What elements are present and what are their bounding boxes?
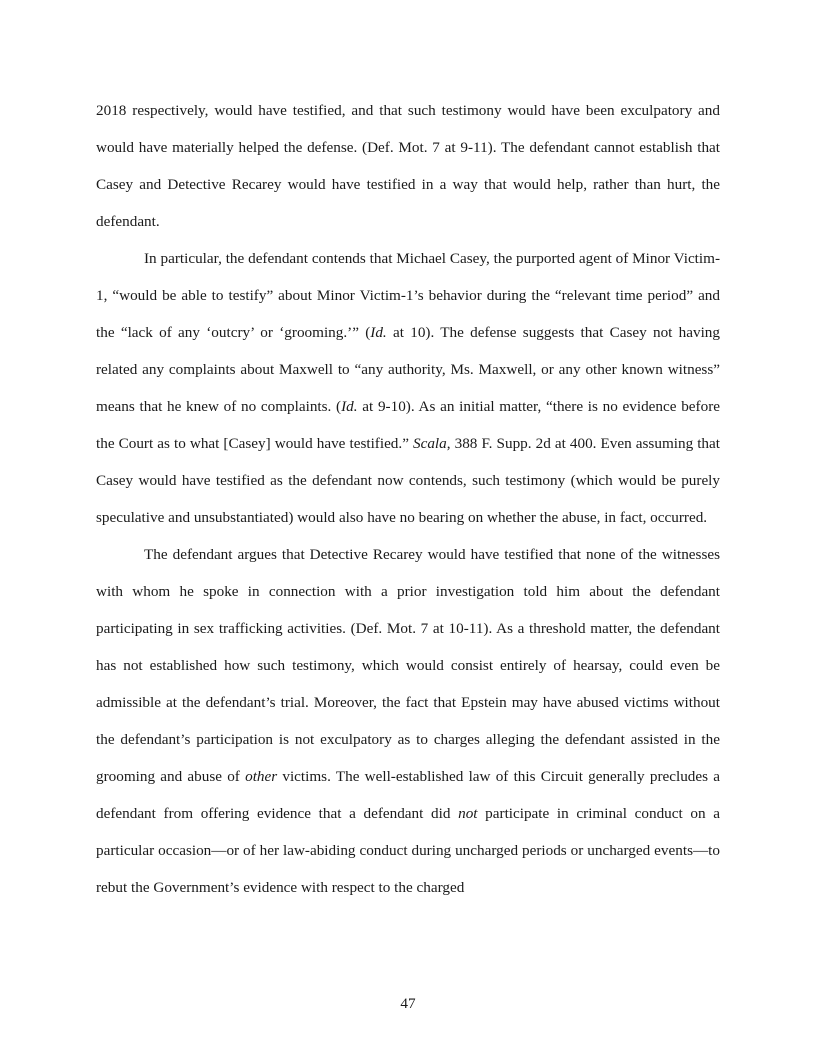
paragraph — [96, 536, 720, 906]
page-number: 47 — [400, 995, 416, 1012]
text-run: In particular, the defendant contends that Michael Casey, the purported agent of Minor Victim-1, “would be able to testify” about Minor Victim-1’s behavior during the “relevant time period” and the “lack of any ‘outcry’ or ‘grooming.’” ( — [96, 250, 720, 341]
text-run: , 388 F. Supp. 2d at 400. Even assuming that Casey would have testified as the defendant now contends, such testimony (which would be purely speculative and unsubstantiated) would also have no bearing on whether the abuse, in fact, occurred. — [96, 435, 720, 526]
text-run: The defendant argues that Detective Recarey would have testified that none of the witnesses with whom he spoke in connection with a prior investigation told him about the defendant participating in sex trafficking activities. (Def. Mot. 7 at 10-11). As a threshold matter, the defendant has not established how such testimony, which would consist entirely of hearsay, could even be admissible at the defendant’s trial. Moreover, the fact that Epstein may have abused victims without the defendant’s participation is not exculpatory as to charges alleging the defendant assisted in the grooming and abuse of — [96, 546, 720, 785]
paragraph — [96, 240, 720, 536]
italic-text: Id. — [341, 398, 358, 415]
body-text — [96, 92, 720, 906]
italic-text: other — [245, 768, 278, 785]
text-run: at 10). The defense suggests that Casey not having related any complaints about Maxwell to “any authority, Ms. Maxwell, or any other known witness” means that he knew of no complaints. ( — [96, 324, 720, 415]
italic-text: not — [458, 805, 478, 822]
italic-text: Scala — [413, 435, 447, 452]
text-run: at 9-10). As an initial matter, “there is no evidence before the Court as to what [Casey] would have testified.” — [96, 398, 720, 452]
text-run: victims. The well-established law of this Circuit generally precludes a defendant from offering evidence that a defendant did — [96, 768, 720, 822]
italic-text: Id. — [370, 324, 387, 341]
paragraph — [96, 92, 720, 240]
text-run: participate in criminal conduct on a particular occasion—or of her law-abiding conduct during uncharged periods or uncharged events—to rebut the Government’s evidence with respect to the charged — [96, 805, 720, 896]
text-run: 2018 respectively, would have testified, and that such testimony would have been exculpatory and would have materially helped the defense. (Def. Mot. 7 at 9-11). The defendant cannot establish that Casey and Detective Recarey would have testified in a way that would help, rather than hurt, the defendant. — [96, 102, 720, 230]
